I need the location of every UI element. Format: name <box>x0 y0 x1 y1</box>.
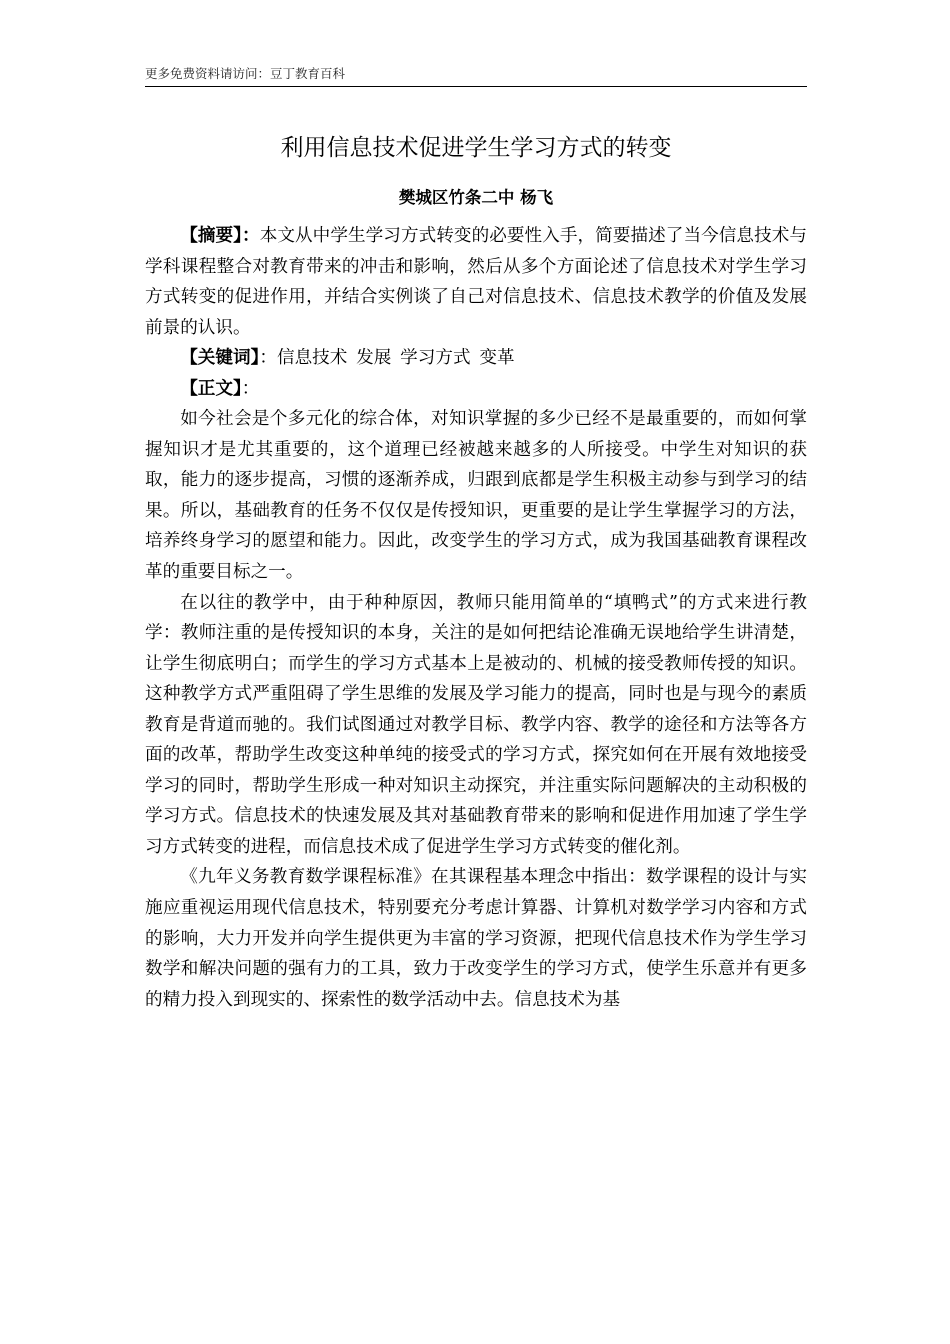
body-paragraph: 在以往的教学中，由于种种原因，教师只能用简单的“填鸭式”的方式来进行教学：教师注重的是传授知识的本身，关注的是如何把结论准确无误地给学生讲清楚，让学生彻底明白；而学生的学习方式基本上是被动的、机械的接受教师传授的知识。这种教学方式严重阻碍了学生思维的发展及学习能力的提高，同时也是与现今的素质教育是背道而驰的。我们试图通过对教学目标、教学内容、教学的途径和方法等各方面的改革，帮助学生改变这种单纯的接受式的学习方式，探究如何在开展有效地接受学习的同时，帮助学生形成一种对知识主动探究，并注重实际问题解决的主动积极的学习方式。信息技术的快速发展及其对基础教育带来的影响和促进作用加速了学生学习方式转变的进程，而信息技术成了促进学生学习方式转变的催化剂。 <box>145 592 807 857</box>
body-label-paragraph <box>145 374 807 405</box>
keyword: 发展 <box>356 348 392 369</box>
body-paragraph: 如今社会是个多元化的综合体，对知识掌握的多少已经不是最重要的，而如何掌握知识才是尤其重要的，这个道理已经被越来越多的人所接受。中学生对知识的获取，能力的逐步提高，习惯的逐渐养成，归跟到底都是学生积极主动参与到学习的结果。所以，基础教育的任务不仅仅是传授知识，更重要的是让学生掌握学习的方法，培养终身学习的愿望和能力。因此，改变学生的学习方式，成为我国基础教育课程改革的重要目标之一。 <box>145 409 807 583</box>
header-text: 更多免费资料请访问：豆丁教育百科 <box>145 66 346 81</box>
body-paragraph: 《九年义务教育数学课程标准》在其课程基本理念中指出：数学课程的设计与实施应重视运用现代信息技术，特别要充分考虑计算器、计算机对数学学习内容和方式的影响，大力开发并向学生提供更为丰富的学习资源，把现代信息技术作为学生学习数学和解决问题的强有力的工具，致力于改变学生的学习方式，使学生乐意并有更多的精力投入到现实的、探索性的数学活动中去。信息技术为基 <box>145 867 807 1010</box>
keyword: 学习方式 <box>400 348 471 369</box>
abstract-paragraph <box>145 221 807 343</box>
body-label-separator: ： <box>241 378 260 399</box>
keyword: 信息技术 <box>276 348 348 369</box>
article-body <box>145 221 807 1015</box>
abstract-label: 【摘要】 <box>180 226 243 246</box>
abstract-text: 本文从中学生学习方式转变的必要性入手，简要描述了当今信息技术与学科课程整合对教育带来的冲击和影响，然后从多个方面论述了信息技术对学生学习方式转变的促进作用，并结合实例谈了自己对信息技术、信息技术教学的价值及发展前景的认识。 <box>145 226 807 338</box>
keyword: 变革 <box>479 348 515 369</box>
article-title: 利用信息技术促进学生学习方式的转变 <box>280 135 672 161</box>
abstract-separator: ： <box>242 226 260 246</box>
keywords-paragraph <box>145 343 807 374</box>
article-author: 樊城区竹条二中 杨飞 <box>398 188 554 207</box>
body-label: 【正文】 <box>180 378 242 399</box>
keywords-label: 【关键词】 <box>180 348 260 369</box>
keywords-separator: ： <box>259 348 277 369</box>
page-header <box>145 66 807 87</box>
